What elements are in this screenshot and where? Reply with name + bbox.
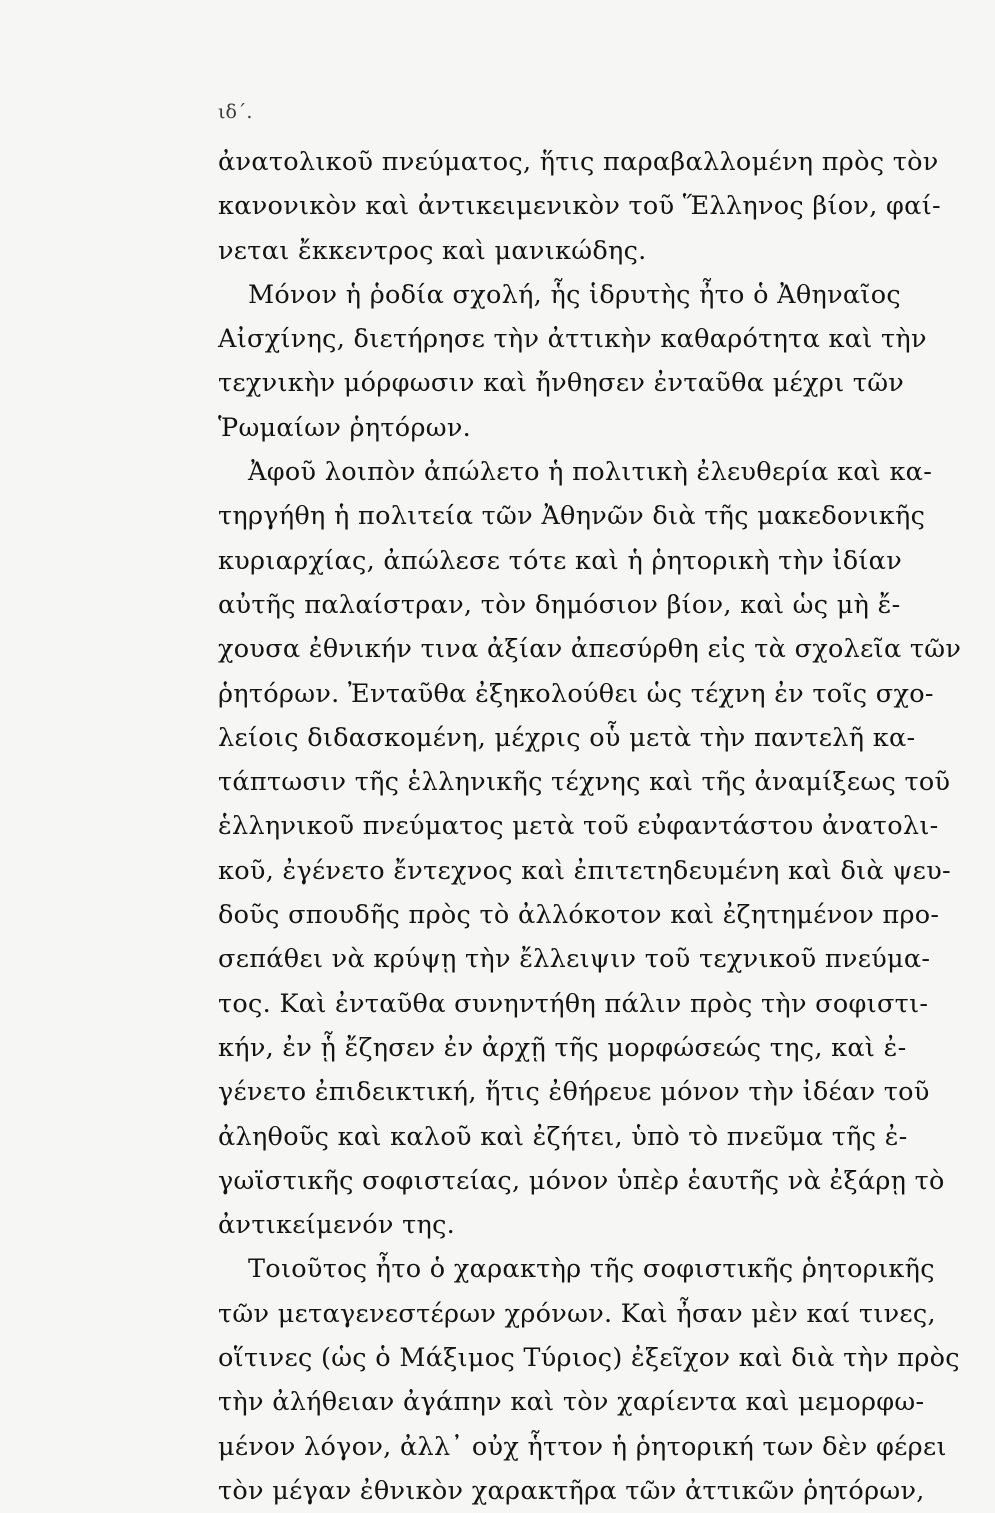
text-line: τάπτωσιν τῆς ἑλληνικῆς τέχνης καὶ τῆς ἀναμίξεως τοῦ — [218, 767, 951, 798]
text-line: τῶν μεταγενεστέρων χρόνων. Καὶ ἦσαν μὲν καί τινες, — [218, 1298, 936, 1329]
text-line: Μόνον ἡ ῥοδία σχολή, ἧς ἱδρυτὴς ἦτο ὁ Ἀθηναῖος — [248, 279, 901, 310]
text-line: ῥητόρων. Ἐνταῦθα ἐξηκολούθει ὡς τέχνη ἐν τοῖς σχο- — [218, 678, 934, 709]
text-line: τὸν μέγαν ἐθνικὸν χαρακτῆρα τῶν ἀττικῶν ῥητόρων, — [218, 1475, 925, 1506]
text-line: Ἀφοῦ λοιπὸν ἀπώλετο ἡ πολιτικὴ ἐλευθερία καὶ κα- — [248, 457, 933, 488]
text-line: νεται ἔκκεντρος καὶ μανικώδης. — [218, 235, 647, 266]
text-line: τὴν ἀλήθειαν ἀγάπην καὶ τὸν χαρίεντα καὶ μεμορφω- — [218, 1387, 925, 1418]
body-text — [218, 140, 962, 1513]
text-line: οἵτινες (ὡς ὁ Μάξιμος Τύριος) ἐξεῖχον καὶ διὰ τὴν πρὸς — [218, 1343, 960, 1374]
text-line: ἀληθοῦς καὶ καλοῦ καὶ ἐζήτει, ὑπὸ τὸ πνεῦμα τῆς ἐ- — [218, 1121, 908, 1152]
text-line: τηργήθη ἡ πολιτεία τῶν Ἀθηνῶν διὰ τῆς μακεδονικῆς — [218, 501, 926, 532]
text-line: αὐτῆς παλαίστραν, τὸν δημόσιον βίον, καὶ ὡς μὴ ἔ- — [218, 589, 901, 620]
text-line: λείοις διδασκομένη, μέχρις οὗ μετὰ τὴν παντελῆ κα- — [218, 722, 916, 753]
text-line: Τοιοῦτος ἦτο ὁ χαρακτὴρ τῆς σοφιστικῆς ῥητορικῆς — [248, 1254, 935, 1285]
text-line: κήν, ἐν ᾗ ἔζησεν ἐν ἀρχῇ τῆς μορφώσεώς της, καὶ ἐ- — [218, 1032, 907, 1063]
text-line: κοῦ, ἐγένετο ἔντεχνος καὶ ἐπιτετηδευμένη καὶ διὰ ψευ- — [218, 855, 951, 886]
text-line: Ῥωμαίων ῥητόρων. — [218, 412, 472, 443]
text-line: τος. Καὶ ἐνταῦθα συνηντήθη πάλιν πρὸς τὴν σοφιστι- — [218, 988, 929, 1019]
text-line: μένον λόγον, ἀλλ᾽ οὐχ ἧττον ἡ ῥητορική των δὲν φέρει — [218, 1431, 947, 1462]
text-line: γωϊστικῆς σοφιστείας, μόνον ὑπὲρ ἑαυτῆς νὰ ἐξάρῃ τὸ — [218, 1165, 945, 1196]
text-line: κυριαρχίας, ἀπώλεσε τότε καὶ ἡ ῥητορικὴ τὴν ἰδίαν — [218, 545, 902, 576]
text-line: ἀνατολικοῦ πνεύματος, ἥτις παραβαλλομένη πρὸς τὸν — [218, 147, 939, 177]
text-line: τεχνικὴν μόρφωσιν καὶ ἤνθησεν ἐνταῦθα μέχρι τῶν — [218, 368, 905, 399]
text-line: ἀντικείμενόν της. — [218, 1210, 456, 1241]
text-line: ἑλληνικοῦ πνεύματος μετὰ τοῦ εὐφαντάστου ἀνατολι- — [218, 811, 939, 842]
text-line: σεπάθει νὰ κρύψῃ τὴν ἔλλειψιν τοῦ τεχνικοῦ πνεύμα- — [218, 944, 931, 975]
text-line: κανονικὸν καὶ ἀντικειμενικὸν τοῦ Ἕλληνος βίον, φαί- — [218, 191, 941, 222]
text-line: Αἰσχίνης, διετήρησε τὴν ἀττικὴν καθαρότητα καὶ τὴν — [218, 324, 927, 355]
text-line: χουσα ἐθνικήν τινα ἀξίαν ἀπεσύρθη εἰς τὰ σχολεῖα τῶν — [218, 634, 962, 665]
text-line: δοῦς σπουδῆς πρὸς τὸ ἀλλόκοτον καὶ ἐζητημένον προ- — [218, 900, 940, 931]
text-line: γένετο ἐπιδεικτική, ἥτις ἐθήρευε μόνον τὴν ἰδέαν τοῦ — [218, 1077, 930, 1108]
page-number: ιδ΄. — [218, 101, 253, 123]
